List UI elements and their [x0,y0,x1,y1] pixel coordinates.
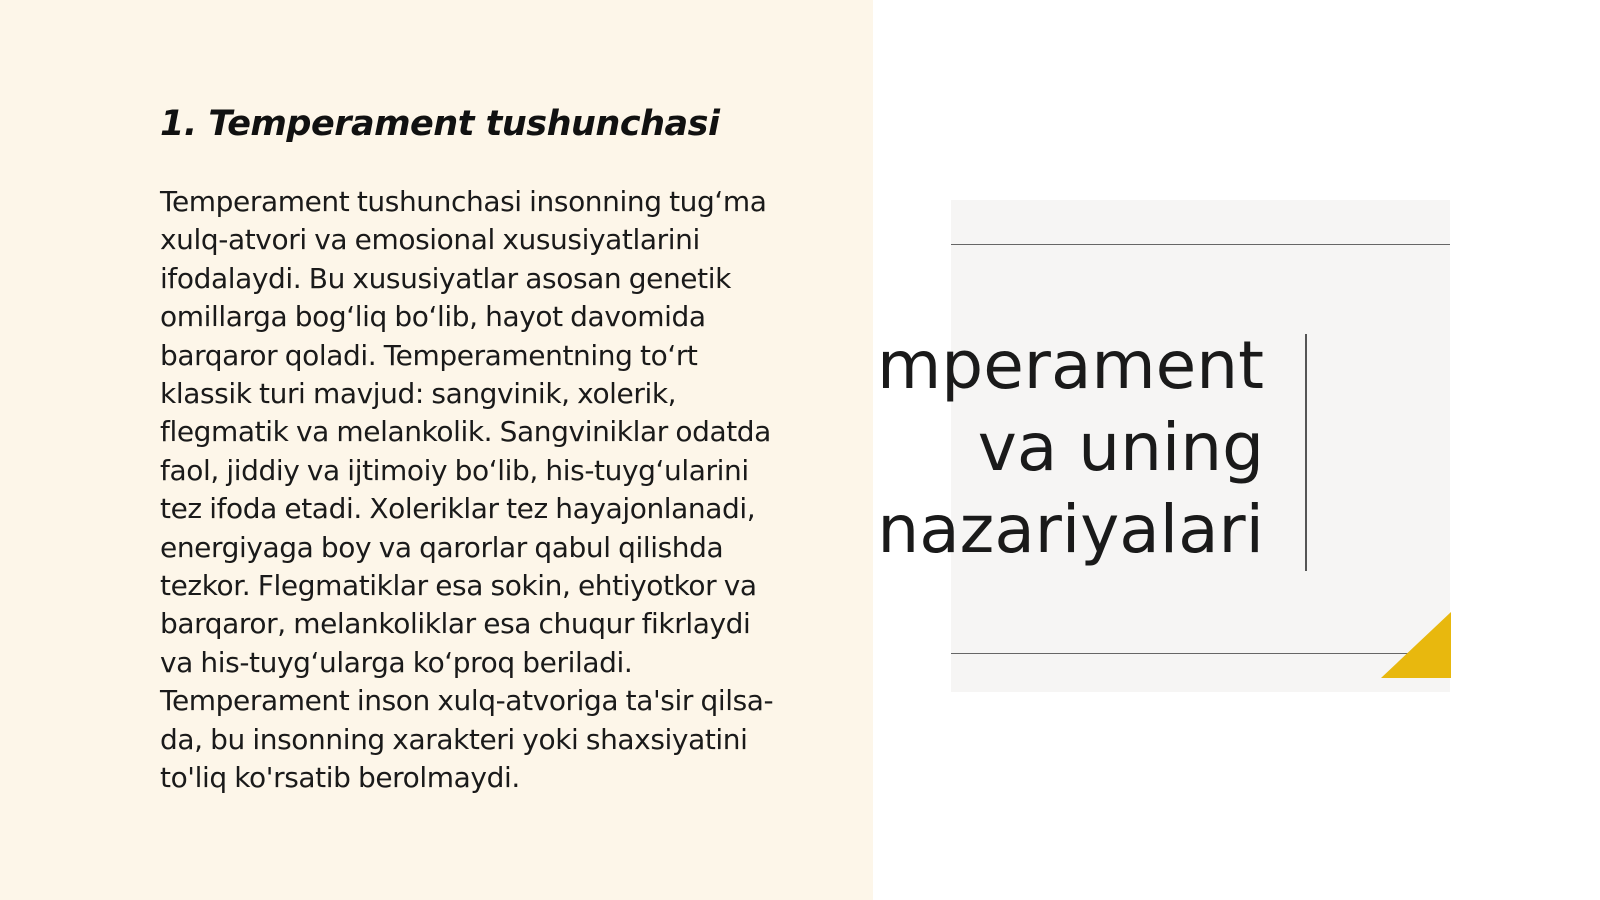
thumbnail-title [877,325,1264,571]
body-line: energiyaga boy va qarorlar qabul qilishda [160,530,724,564]
body-line: Temperament tushunchasi insonning tug‘ma [160,185,767,218]
body-line: omillarga bog‘liq bo‘lib, hayot davomida [160,300,706,334]
body-line: faol, jiddiy va ijtimoiy bo‘lib, his-tuyg‘ularini [160,453,749,487]
body-line: flegmatik va melankolik. Sangviniklar odatda [160,415,771,449]
title-slide-thumbnail [877,200,1450,692]
body-line: va his-tuyg‘ularga ko‘proq beriladi. [160,645,633,679]
body-line: barqaror qoladi. Temperamentning to‘rt [160,338,698,372]
thumbnail-top-rule [951,244,1450,245]
slide-body-text [160,183,850,798]
thumbnail-title-line: nazariyalari [877,491,1264,568]
thumbnail-vertical-divider [1305,334,1307,571]
slide-heading: 1. Temperament tushunchasi [160,104,720,144]
body-line: barqaror, melankoliklar esa chuqur fikrlaydi [160,607,751,641]
body-line: da, bu insonning xarakteri yoki shaxsiyatini [160,722,748,756]
body-line: to'liq ko'rsatib berolmaydi. [160,761,520,795]
body-line: tez ifoda etadi. Xoleriklar tez hayajonlanadi, [160,492,756,526]
body-line: tezkor. Flegmatiklar esa sokin, ehtiyotkor va [160,569,757,603]
body-line: ifodalaydi. Bu xususiyatlar asosan genetik [160,261,731,295]
body-line: klassik turi mavjud: sangvinik, xolerik, [160,377,677,411]
thumbnail-title-line: mperament [877,327,1264,404]
body-line: Temperament inson xulq-atvoriga ta'sir qilsa- [160,684,774,718]
thumbnail-bottom-rule [951,653,1450,654]
body-line: xulq-atvori va emosional xususiyatlarini [160,223,700,257]
thumbnail-title-line: va uning [977,409,1264,486]
corner-triangle-accent [1381,612,1451,678]
